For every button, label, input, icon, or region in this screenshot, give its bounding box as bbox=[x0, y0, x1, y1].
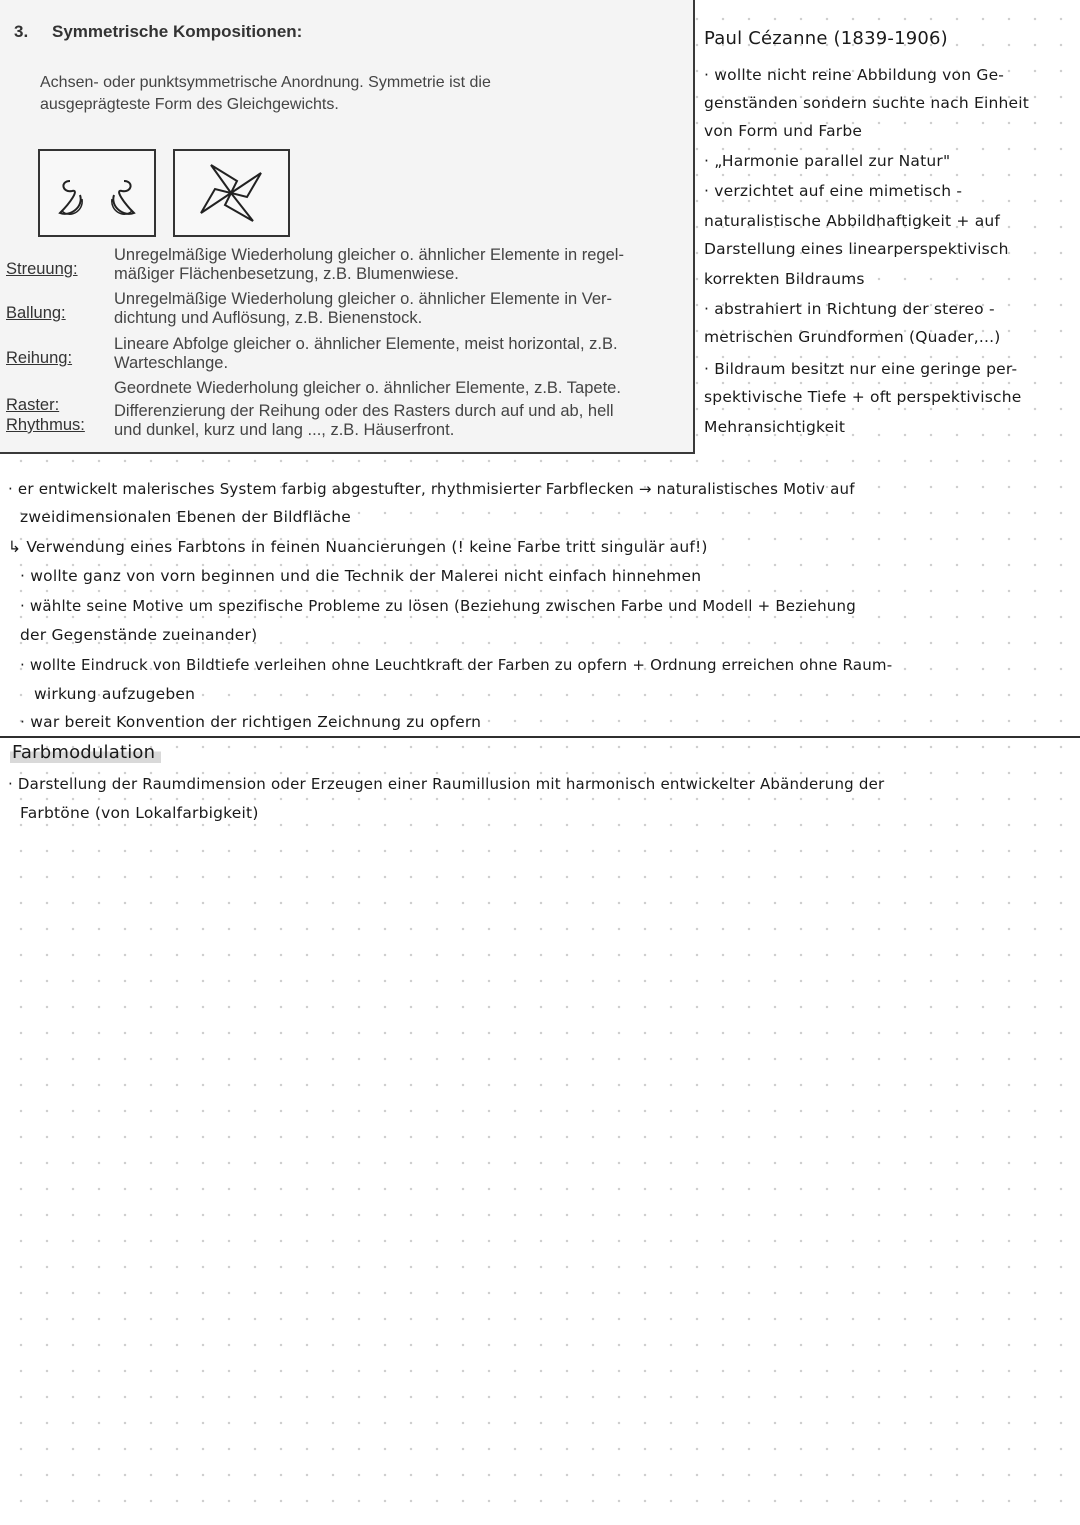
axis-symmetry-icon bbox=[40, 151, 154, 235]
term-label: Streuung: bbox=[6, 260, 78, 278]
section-number: 3. bbox=[14, 22, 29, 41]
definition-line: Differenzierung der Reihung oder des Rasters durch auf und ab, hell bbox=[114, 402, 614, 420]
note-line: · wollte Eindruck von Bildtiefe verleihen ohne Leuchtkraft der Farben zu opfern + Ordnung erreichen ohne Raum- bbox=[20, 656, 893, 674]
definition-line: Geordnete Wiederholung gleicher o. ähnlicher Elemente, z.B. Tapete. bbox=[114, 379, 621, 397]
term-label: Reihung: bbox=[6, 349, 73, 367]
definition-line: dichtung und Auflösung, z.B. Bienenstock. bbox=[114, 309, 423, 327]
note-line: · Bildraum besitzt nur eine geringe per- bbox=[704, 360, 1018, 378]
term-label: Raster: bbox=[6, 396, 60, 414]
term-definition bbox=[114, 290, 692, 328]
term-definition bbox=[114, 246, 692, 284]
term-definition bbox=[114, 402, 692, 440]
note-line: · war bereit Konvention der richtigen Zeichnung zu opfern bbox=[20, 713, 482, 731]
clipping-intro bbox=[40, 72, 580, 116]
printed-clipping bbox=[0, 0, 695, 454]
cezanne-heading: Paul Cézanne (1839-1906) bbox=[704, 28, 948, 49]
note-line: metrischen Grundformen (Quader,...) bbox=[704, 328, 1001, 346]
note-line: naturalistische Abbildhaftigkeit + auf bbox=[704, 212, 1001, 230]
definition-line: Unregelmäßige Wiederholung gleicher o. ähnlicher Elemente in Ver- bbox=[114, 290, 613, 308]
note-line: · „Harmonie parallel zur Natur" bbox=[704, 152, 951, 170]
term-definition bbox=[114, 335, 692, 373]
definition-line: mäßiger Flächenbesetzung, z.B. Blumenwiese. bbox=[114, 265, 459, 283]
note-line: korrekten Bildraums bbox=[704, 270, 865, 288]
note-line: genständen sondern suchte nach Einheit bbox=[704, 94, 1030, 112]
note-line: von Form und Farbe bbox=[704, 122, 863, 140]
note-line: · wählte seine Motive um spezifische Probleme zu lösen (Beziehung zwischen Farbe und Modell + Beziehung bbox=[20, 597, 856, 615]
term-label: Rhythmus: bbox=[6, 416, 85, 434]
axis-symmetry-illustration bbox=[38, 149, 156, 237]
definition-line: Lineare Abfolge gleicher o. ähnlicher Elemente, meist horizontal, z.B. bbox=[114, 335, 618, 353]
section-divider bbox=[0, 736, 1080, 738]
definition-line: und dunkel, kurz und lang ..., z.B. Häuserfront. bbox=[114, 421, 455, 439]
note-line: · wollte ganz von vorn beginnen und die Technik der Malerei nicht einfach hinnehmen bbox=[20, 567, 702, 585]
note-line: · verzichtet auf eine mimetisch - bbox=[704, 182, 963, 200]
note-line: ↳ Verwendung eines Farbtons in feinen Nuancierungen (! keine Farbe tritt singulär auf!) bbox=[8, 538, 708, 556]
definition-line: Unregelmäßige Wiederholung gleicher o. ähnlicher Elemente in regel- bbox=[114, 246, 624, 264]
note-line: · abstrahiert in Richtung der stereo - bbox=[704, 300, 995, 318]
note-line: spektivische Tiefe + oft perspektivische bbox=[704, 388, 1022, 406]
term-definition bbox=[114, 379, 692, 398]
farbmodulation-heading: Farbmodulation bbox=[10, 741, 161, 764]
note-line: · wollte nicht reine Abbildung von Ge- bbox=[704, 66, 1005, 84]
note-line: wirkung aufzugeben bbox=[34, 685, 196, 703]
note-line: · er entwickelt malerisches System farbig abgestufter, rhythmisierter Farbflecken → naturalistisches Motiv auf bbox=[8, 480, 855, 498]
note-line: der Gegenstände zueinander) bbox=[20, 626, 258, 644]
note-line: Mehransichtigkeit bbox=[704, 418, 846, 436]
intro-line: ausgeprägteste Form des Gleichgewichts. bbox=[40, 96, 339, 113]
note-line: zweidimensionalen Ebenen der Bildfläche bbox=[20, 508, 352, 526]
definition-line: Warteschlange. bbox=[114, 354, 229, 372]
intro-line: Achsen- oder punktsymmetrische Anordnung. Symmetrie ist die bbox=[40, 74, 491, 91]
term-label: Ballung: bbox=[6, 304, 66, 322]
point-symmetry-illustration bbox=[173, 149, 290, 237]
note-line: · Darstellung der Raumdimension oder Erzeugen einer Raumillusion mit harmonisch entwickelter Abänderung der bbox=[8, 775, 885, 793]
note-line: Farbtöne (von Lokalfarbigkeit) bbox=[20, 804, 259, 822]
note-line: Darstellung eines linearperspektivisch bbox=[704, 240, 1009, 258]
point-symmetry-icon bbox=[175, 151, 288, 235]
clipping-title: Symmetrische Kompositionen: bbox=[52, 22, 303, 41]
